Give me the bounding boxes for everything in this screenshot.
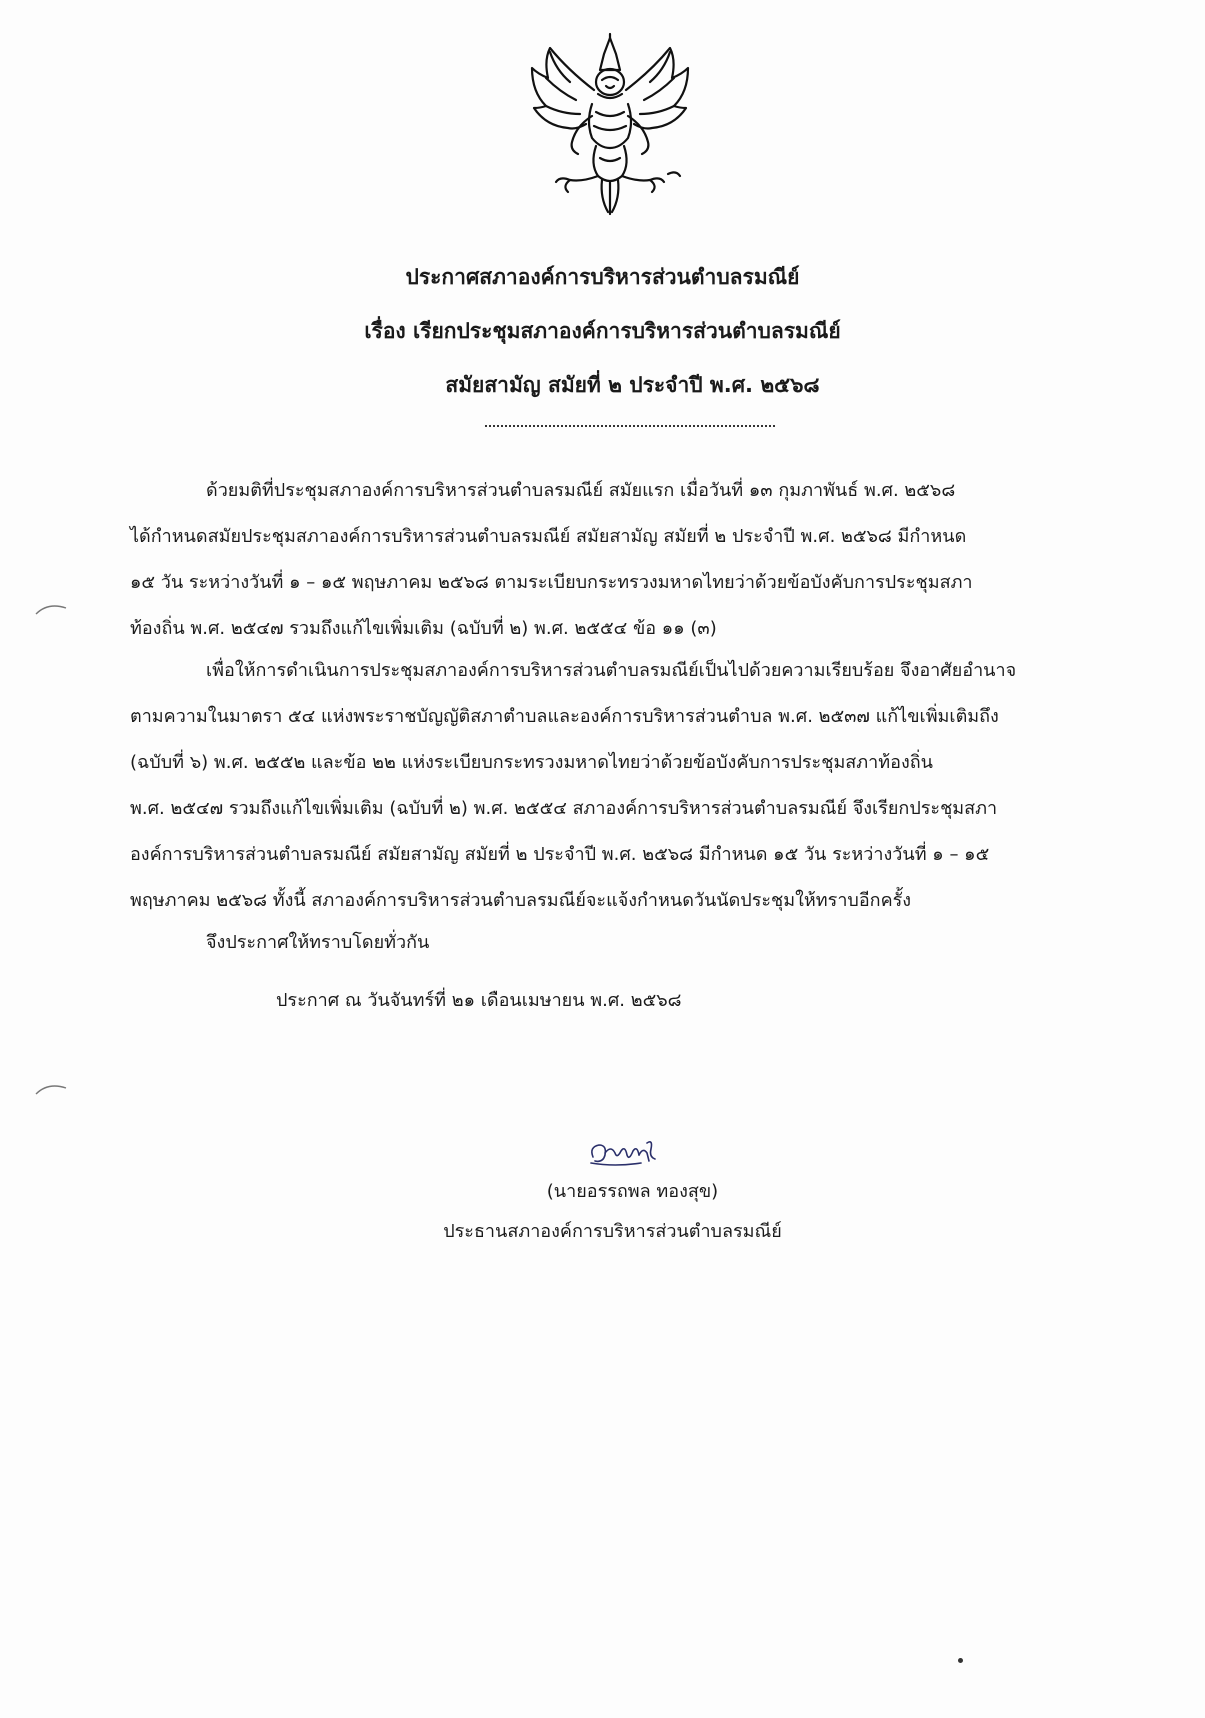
paragraph-2-line: พฤษภาคม ๒๕๖๘ ทั้งนี้ สภาองค์การบริหารส่วนตำบลรมณีย์จะแจ้งกำหนดวันนัดประชุมให้ทราบอีกครั้ง xyxy=(130,890,912,911)
paragraph-2-line: (ฉบับที่ ๖) พ.ศ. ๒๕๕๒ และข้อ ๒๒ แห่งระเบียบกระทรวงมหาดไทยว่าด้วยข้อบังคับการประชุมสภาท้องถิ่น xyxy=(130,752,933,773)
paragraph-2-line: องค์การบริหารส่วนตำบลรมณีย์ สมัยสามัญ สมัยที่ ๒ ประจำปี พ.ศ. ๒๕๖๘ มีกำหนด ๑๕ วัน ระหว่างวันที่ ๑ – ๑๕ xyxy=(130,844,990,865)
paragraph-2-line: พ.ศ. ๒๕๔๗ รวมถึงแก้ไขเพิ่มเติม (ฉบับที่ ๒) พ.ศ. ๒๕๕๔ สภาองค์การบริหารส่วนตำบลรมณีย์ จึงเรียกประชุมสภา xyxy=(130,798,998,819)
paragraph-1 xyxy=(130,468,1130,652)
garuda-emblem-icon xyxy=(520,30,700,220)
paragraph-2-line: เพื่อให้การดำเนินการประชุมสภาองค์การบริหารส่วนตำบลรมณีย์เป็นไปด้วยความเรียบร้อย จึงอาศัยอำนาจ xyxy=(206,660,1017,681)
signatory-position: ประธานสภาองค์การบริหารส่วนตำบลรมณีย์ xyxy=(443,1221,782,1242)
paragraph-1-line: ท้องถิ่น พ.ศ. ๒๕๔๗ รวมถึงแก้ไขเพิ่มเติม (ฉบับที่ ๒) พ.ศ. ๒๕๕๔ ข้อ ๑๑ (๓) xyxy=(130,618,717,639)
paragraph-1-line: ได้กำหนดสมัยประชุมสภาองค์การบริหารส่วนตำบลรมณีย์ สมัยสามัญ สมัยที่ ๒ ประจำปี พ.ศ. ๒๕๖๘ มีกำหนด xyxy=(130,526,967,547)
announcement-date: ประกาศ ณ วันจันทร์ที่ ๒๑ เดือนเมษายน พ.ศ. ๒๕๖๘ xyxy=(276,990,682,1011)
punch-hole-mark xyxy=(32,1080,72,1100)
punch-hole-mark xyxy=(32,600,72,620)
closing-statement: จึงประกาศให้ทราบโดยทั่วกัน xyxy=(206,932,430,953)
scan-speck xyxy=(958,1658,963,1663)
title-line-2: เรื่อง เรียกประชุมสภาองค์การบริหารส่วนตำบลรมณีย์ xyxy=(364,319,841,343)
title-divider xyxy=(485,425,775,427)
paragraph-2-line: ตามความในมาตรา ๕๔ แห่งพระราชบัญญัติสภาตำบลและองค์การบริหารส่วนตำบล พ.ศ. ๒๕๓๗ แก้ไขเพิ่มเติมถึง xyxy=(130,706,999,727)
title-line-3: สมัยสามัญ สมัยที่ ๒ ประจำปี พ.ศ. ๒๕๖๘ xyxy=(445,373,820,397)
signatory-name: (นายอรรถพล ทองสุข) xyxy=(546,1181,719,1202)
announcement-title xyxy=(0,250,1205,412)
paragraph-2 xyxy=(130,648,1130,924)
paragraph-1-line: ด้วยมติที่ประชุมสภาองค์การบริหารส่วนตำบลรมณีย์ สมัยแรก เมื่อวันที่ ๑๓ กุมภาพันธ์ พ.ศ. ๒๕๖๘ xyxy=(206,480,956,501)
title-line-1: ประกาศสภาองค์การบริหารส่วนตำบลรมณีย์ xyxy=(405,265,800,289)
handwritten-signature xyxy=(585,1135,665,1171)
paragraph-1-line: ๑๕ วัน ระหว่างวันที่ ๑ – ๑๕ พฤษภาคม ๒๕๖๘ ตามระเบียบกระทรวงมหาดไทยว่าด้วยข้อบังคับการประชุมสภา xyxy=(130,572,973,593)
